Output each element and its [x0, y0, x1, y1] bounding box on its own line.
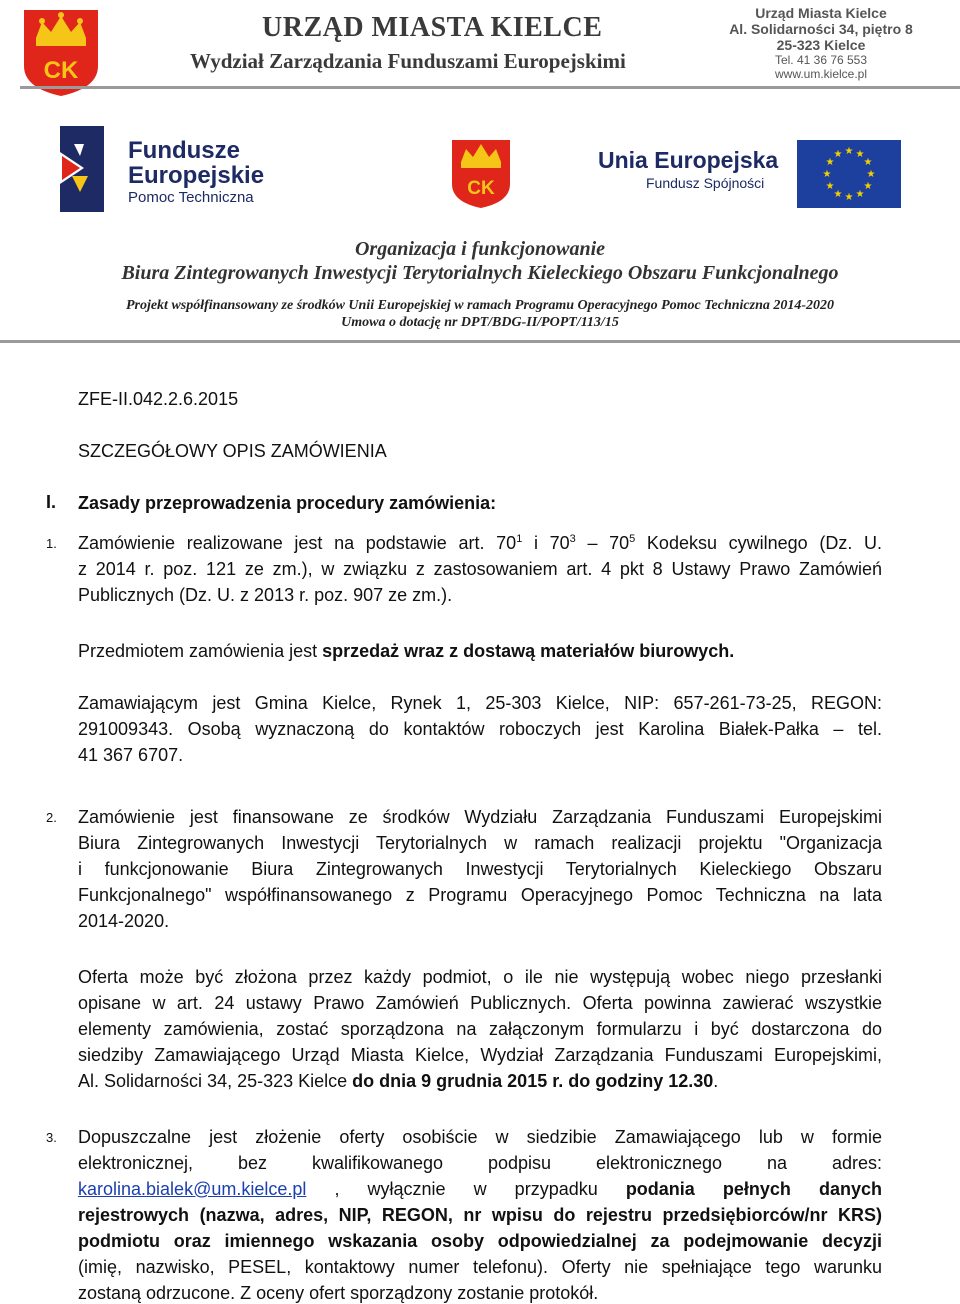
reference-number: ZFE-II.042.2.6.2015 — [78, 389, 239, 409]
address-city: 25-323 Kielce — [776, 37, 866, 53]
superscript-3: 3 — [569, 533, 576, 545]
item-2-line-5: 2014-2020. — [78, 911, 170, 931]
project-agreement-number: Umowa o dotację nr DPT/BDG-II/POPT/113/15 — [341, 315, 619, 330]
svg-text:★: ★ — [863, 181, 873, 192]
crest-small-letters: CK — [467, 178, 495, 199]
item-3-line-7: zostaną odrzucone. Z oceny ofert sporządzony zostanie protokół. — [78, 1283, 599, 1303]
orderer-line-3: 41 367 6707. — [78, 745, 184, 765]
item-2-line-2: Biura Zintegrowanych Inwestycji Terytorialnych w ramach realizacji projektu "Organizacja — [78, 833, 882, 853]
order-subject-bold: sprzedaż wraz z dostawą materiałów biurowych. — [322, 641, 735, 661]
offer-deadline-end: . — [713, 1071, 719, 1091]
svg-text:★: ★ — [844, 146, 854, 157]
section-title: Zasady przeprowadzenia procedury zamówienia: — [78, 493, 497, 513]
svg-text:★: ★ — [833, 189, 843, 200]
offer-line-1: Oferta może być złożona przez każdy podmiot, o ile nie występują wobec niego przesłanki — [78, 967, 882, 987]
item-3-number: 3. — [46, 1130, 57, 1145]
office-department: Wydział Zarządzania Funduszami Europejskimi — [190, 49, 626, 73]
item-2-line-4: Funkcjonalnego" współfinansowanego z Programu Operacyjnego Pomoc Techniczna na lata — [78, 885, 882, 905]
ue-line-2: Fundusz Spójności — [646, 175, 765, 191]
kielce-crest-small-logo — [450, 138, 512, 210]
orderer-line-2: 291009343. Osobą wyznaczoną do kontaktów roboczych jest Karolina Białek-Pałka – tel. — [78, 719, 882, 739]
address-street: Al. Solidarności 34, piętro 8 — [729, 21, 913, 37]
svg-text:★: ★ — [855, 149, 865, 160]
item-2-number: 2. — [46, 810, 57, 825]
fundusze-europejskie-wordmark — [128, 138, 264, 208]
project-cofinance-note: Projekt współfinansowany ze środków Unii Europejskiej w ramach Programu Operacyjnego Pomoc Techniczna 2014-2020 — [125, 298, 835, 313]
section-number: I. — [46, 492, 57, 512]
offer-deadline: do dnia 9 grudnia 2015 r. do godziny 12.30 — [352, 1071, 714, 1091]
item-3-line-5: podmiotu oraz imiennego wskazania osoby odpowiedzialnej za podejmowanie decyzji — [78, 1231, 882, 1251]
fundusze-europejskie-logo — [54, 122, 110, 216]
project-title-line-2: Biura Zintegrowanych Inwestycji Terytorialnych Kieleckiego Obszaru Funkcjonalnego — [121, 262, 839, 284]
eu-flag-icon — [797, 140, 901, 208]
svg-text:★: ★ — [866, 169, 876, 180]
superscript-5: 5 — [629, 533, 636, 545]
svg-text:★: ★ — [863, 157, 873, 168]
offer-deadline-line — [78, 1070, 882, 1092]
item-1-line-1-b: i 70 — [522, 533, 570, 553]
order-subject-prefix: Przedmiotem zamówienia jest — [78, 641, 323, 661]
address-phone: Tel. 41 36 76 553 — [774, 53, 868, 67]
item-3-line-3 — [78, 1178, 882, 1200]
offer-line-3: elementy zamówienia, zostać sporządzona na załączonym formularzu i być dostarczona do — [78, 1019, 882, 1039]
document-heading: SZCZEGÓŁOWY OPIS ZAMÓWIENIA — [78, 441, 387, 461]
fe-line-2: Europejskie — [128, 162, 265, 189]
order-subject — [78, 640, 882, 662]
item-1-line-2: z 2014 r. poz. 121 ze zm.), w związku z zastosowaniem art. 4 pkt 8 Ustawy Prawo Zamówień — [78, 559, 882, 579]
item-1-line-1-c: – 70 — [575, 533, 630, 553]
header-divider — [20, 86, 960, 89]
svg-text:★: ★ — [855, 189, 865, 200]
svg-text:★: ★ — [825, 181, 835, 192]
kielce-crest-logo — [22, 8, 100, 98]
svg-text:★: ★ — [822, 169, 832, 180]
svg-text:★: ★ — [833, 149, 843, 160]
item-3-line-1: Dopuszczalne jest złożenie oferty osobiście w siedzibie Zamawiającego lub w formie — [78, 1127, 882, 1147]
svg-text:★: ★ — [825, 157, 835, 168]
item-1-line-1-d: Kodeksu cywilnego (Dz. U. — [635, 533, 882, 553]
item-3-line-4: rejestrowych (nazwa, adres, NIP, REGON, nr wpisu do rejestru przedsiębiorców/nr KRS) — [78, 1205, 882, 1225]
item-3-line-6: (imię, nazwisko, PESEL, kontaktowy numer telefonu). Oferty nie spełniające tego warunku — [78, 1257, 882, 1277]
item-3-line-2: elektronicznej, bez kwalifikowanego podpisu elektronicznego na adres: — [78, 1153, 882, 1173]
address-website: www.um.kielce.pl — [774, 67, 868, 81]
offer-line-4: siedziby Zamawiającego Urząd Miasta Kielce, Wydział Zarządzania Funduszami Europejskimi, — [78, 1045, 882, 1065]
orderer-line-1: Zamawiającym jest Gmina Kielce, Rynek 1, 25-303 Kielce, NIP: 657-261-73-25, REGON: — [78, 693, 882, 713]
item-3-line-3-bold: podania pełnych danych — [625, 1179, 882, 1199]
project-title-line-1: Organizacja i funkcjonowanie — [354, 238, 606, 260]
fe-line-3: Pomoc Techniczna — [128, 189, 254, 206]
item-1-number: 1. — [46, 536, 57, 551]
superscript-1: 1 — [516, 533, 523, 545]
item-1-line-1-a: Zamówienie realizowane jest na podstawie art. 70 — [78, 533, 517, 553]
contact-email-link[interactable]: karolina.bialek@um.kielce.pl — [78, 1179, 307, 1199]
item-1-line-3: Publicznych (Dz. U. z 2013 r. poz. 907 ze zm.). — [78, 585, 453, 605]
svg-text:★: ★ — [844, 192, 854, 203]
fe-line-1: Fundusze — [128, 137, 240, 164]
office-address-block — [706, 5, 936, 81]
address-name: Urząd Miasta Kielce — [755, 5, 887, 21]
item-2-line-3: i funkcjonowanie Biura Zintegrowanych Inwestycji Terytorialnych Kieleckiego Obszaru — [78, 859, 882, 879]
item-3-line-3-mid: , wyłącznie w przypadku — [306, 1179, 626, 1199]
crest-letters: CK — [43, 57, 79, 84]
offer-address: Al. Solidarności 34, 25-323 Kielce — [78, 1071, 353, 1091]
office-title: URZĄD MIASTA KIELCE — [262, 12, 603, 43]
item-1-line-1 — [78, 532, 882, 554]
offer-line-2: opisane w art. 24 ustawy Prawo Zamówień Publicznych. Oferta powinna zawierać wszystkie — [78, 993, 882, 1013]
item-2-line-1: Zamówienie jest finansowane ze środków Wydziału Zarządzania Funduszami Europejskimi — [78, 807, 882, 827]
project-divider — [0, 340, 960, 343]
unia-europejska-wordmark — [598, 146, 778, 192]
ue-line-1: Unia Europejska — [598, 147, 779, 173]
